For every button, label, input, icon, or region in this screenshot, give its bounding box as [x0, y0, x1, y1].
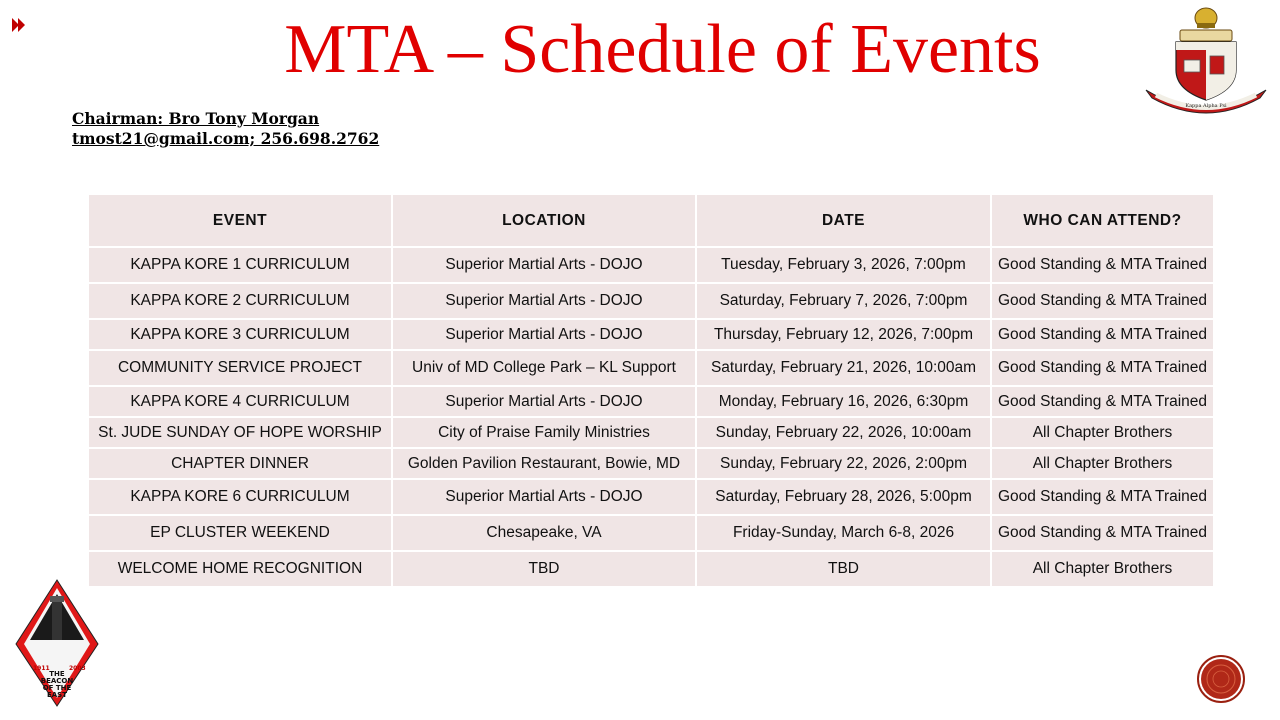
- event-cell: COMMUNITY SERVICE PROJECT: [88, 350, 392, 386]
- attend-cell: Good Standing & MTA Trained: [991, 515, 1214, 551]
- table-row: [88, 283, 1214, 319]
- table-row: [88, 448, 1214, 479]
- fraternity-crest-icon: [1142, 4, 1270, 116]
- svg-text:OF THE: OF THE: [42, 684, 72, 692]
- event-cell: KAPPA KORE 4 CURRICULUM: [88, 386, 392, 417]
- date-cell: Sunday, February 22, 2026, 2:00pm: [696, 448, 991, 479]
- date-cell: Sunday, February 22, 2026, 10:00am: [696, 417, 991, 448]
- table-header-row: [88, 194, 1214, 247]
- attend-cell: Good Standing & MTA Trained: [991, 479, 1214, 515]
- location-cell: City of Praise Family Ministries: [392, 417, 696, 448]
- table-row: [88, 319, 1214, 350]
- header-date: DATE: [696, 194, 991, 247]
- header-event: EVENT: [88, 194, 392, 247]
- table-row: [88, 417, 1214, 448]
- page-title: MTA – Schedule of Events: [284, 11, 1041, 88]
- date-cell: Saturday, February 28, 2026, 5:00pm: [696, 479, 991, 515]
- chairman-name: Chairman: Bro Tony Morgan: [72, 109, 320, 128]
- attend-cell: Good Standing & MTA Trained: [991, 319, 1214, 350]
- location-cell: Golden Pavilion Restaurant, Bowie, MD: [392, 448, 696, 479]
- event-cell: KAPPA KORE 1 CURRICULUM: [88, 247, 392, 283]
- attend-cell: Good Standing & MTA Trained: [991, 283, 1214, 319]
- events-table: [87, 193, 1215, 588]
- attend-cell: Good Standing & MTA Trained: [991, 350, 1214, 386]
- attend-cell: All Chapter Brothers: [991, 551, 1214, 587]
- svg-text:1911: 1911: [33, 665, 50, 672]
- chairman-email-phone: tmost21@gmail.com; 256.698.2762: [72, 129, 380, 148]
- event-cell: KAPPA KORE 6 CURRICULUM: [88, 479, 392, 515]
- date-cell: Saturday, February 7, 2026, 7:00pm: [696, 283, 991, 319]
- location-cell: Superior Martial Arts - DOJO: [392, 283, 696, 319]
- date-cell: Thursday, February 12, 2026, 7:00pm: [696, 319, 991, 350]
- date-cell: Tuesday, February 3, 2026, 7:00pm: [696, 247, 991, 283]
- location-cell: Superior Martial Arts - DOJO: [392, 319, 696, 350]
- event-cell: KAPPA KORE 2 CURRICULUM: [88, 283, 392, 319]
- table-row: [88, 350, 1214, 386]
- svg-text:EAST: EAST: [46, 691, 68, 699]
- location-cell: Superior Martial Arts - DOJO: [392, 247, 696, 283]
- attend-cell: Good Standing & MTA Trained: [991, 386, 1214, 417]
- location-cell: Superior Martial Arts - DOJO: [392, 386, 696, 417]
- attend-cell: All Chapter Brothers: [991, 417, 1214, 448]
- date-cell: Friday-Sunday, March 6-8, 2026: [696, 515, 991, 551]
- event-cell: St. JUDE SUNDAY OF HOPE WORSHIP: [88, 417, 392, 448]
- date-cell: Saturday, February 21, 2026, 10:00am: [696, 350, 991, 386]
- round-seal-icon: [1197, 655, 1245, 703]
- table-row: [88, 386, 1214, 417]
- table-row: [88, 479, 1214, 515]
- table-row: [88, 515, 1214, 551]
- chairman-contact: [72, 109, 379, 149]
- event-cell: EP CLUSTER WEEKEND: [88, 515, 392, 551]
- location-cell: Chesapeake, VA: [392, 515, 696, 551]
- date-cell: TBD: [696, 551, 991, 587]
- svg-text:2003: 2003: [69, 665, 86, 672]
- header-location: LOCATION: [392, 194, 696, 247]
- attend-cell: All Chapter Brothers: [991, 448, 1214, 479]
- event-cell: WELCOME HOME RECOGNITION: [88, 551, 392, 587]
- event-cell: CHAPTER DINNER: [88, 448, 392, 479]
- table-row: [88, 247, 1214, 283]
- location-cell: TBD: [392, 551, 696, 587]
- header-who-can-attend: WHO CAN ATTEND?: [991, 194, 1214, 247]
- date-cell: Monday, February 16, 2026, 6:30pm: [696, 386, 991, 417]
- svg-text:BEACON: BEACON: [40, 677, 74, 685]
- svg-text:THE: THE: [49, 670, 65, 678]
- location-cell: Univ of MD College Park – KL Support: [392, 350, 696, 386]
- svg-text:Kappa Alpha Psi: Kappa Alpha Psi: [1185, 103, 1227, 109]
- event-cell: KAPPA KORE 3 CURRICULUM: [88, 319, 392, 350]
- location-cell: Superior Martial Arts - DOJO: [392, 479, 696, 515]
- table-row: [88, 551, 1214, 587]
- attend-cell: Good Standing & MTA Trained: [991, 247, 1214, 283]
- lighthouse-emblem-icon: [14, 578, 100, 708]
